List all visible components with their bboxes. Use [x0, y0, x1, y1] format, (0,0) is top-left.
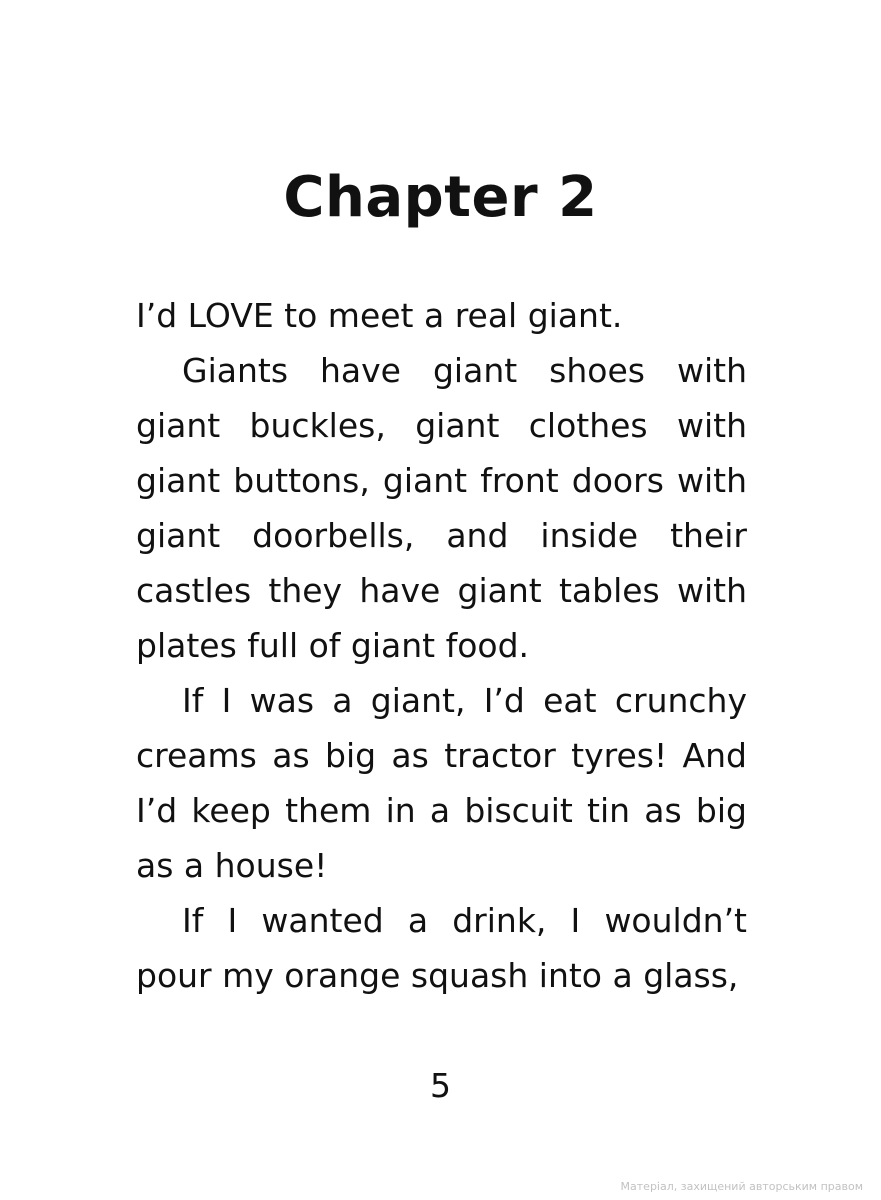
- paragraph-1: I’d LOVE to meet a real giant.: [136, 296, 623, 335]
- paragraph-2: Giants have giant shoes with giant buckles, giant clothes with giant buttons, giant front doors with giant doorbells, and inside their castles they have giant tables with plates full of giant food.: [136, 351, 747, 665]
- chapter-title: Chapter 2: [283, 165, 598, 230]
- paragraph-3: If I was a giant, I’d eat crunchy creams as big as tractor tyres! And I’d keep them in a biscuit tin as big as a house!: [136, 681, 747, 885]
- body-text: [136, 288, 747, 1003]
- page-number: 5: [430, 1066, 451, 1105]
- copyright-watermark: Матеріал, захищений авторським правом: [620, 1180, 863, 1193]
- paragraph-4: If I wanted a drink, I wouldn’t pour my orange squash into a glass,: [136, 901, 747, 995]
